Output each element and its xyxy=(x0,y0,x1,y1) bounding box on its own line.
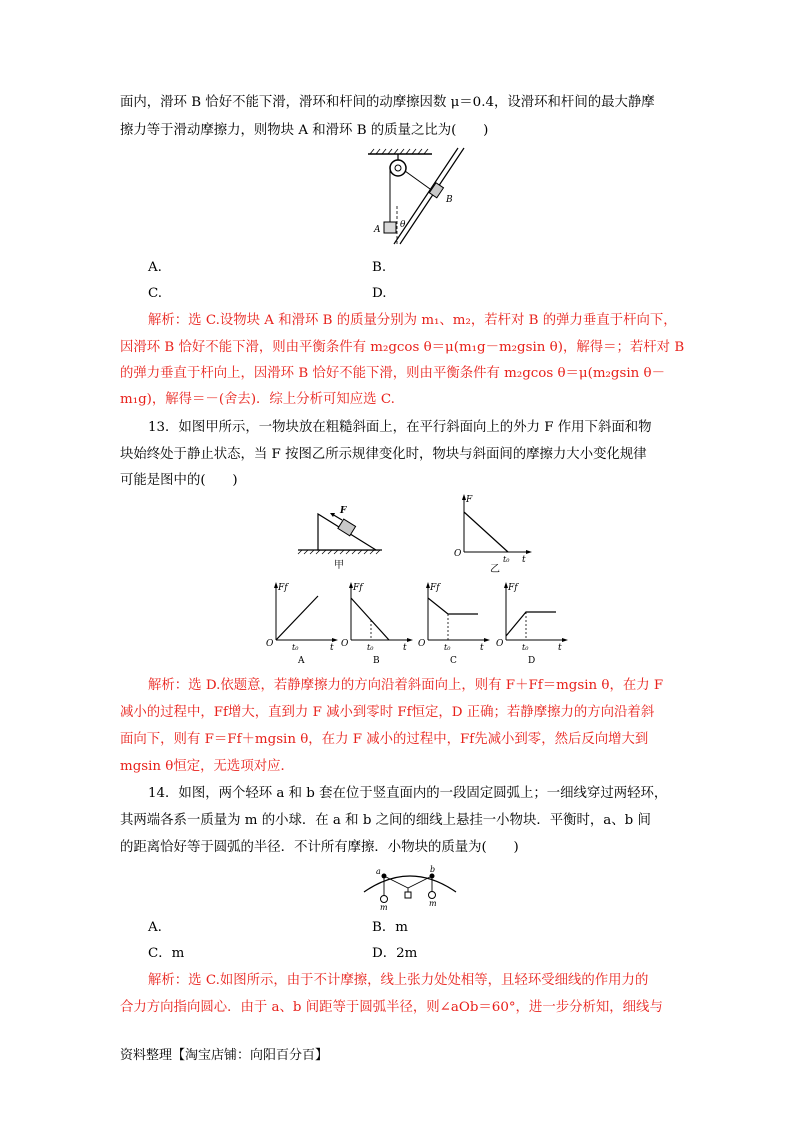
q14-label-b: b xyxy=(430,865,436,874)
q13-jia-caption: 甲 xyxy=(334,560,344,571)
q13-graph-a-caption: A xyxy=(298,656,305,666)
q13-analysis-2: 减小的过程中，Ff增大，直到力 F 减小到零时 Ff恒定，D 正确；若静摩擦力的方向沿着斜 xyxy=(120,705,655,720)
q12-label-A: A xyxy=(374,225,381,235)
q12-line-1: 面内，滑环 B 恰好不能下滑，滑环和杆间的动摩擦因数 μ＝0.4，设滑环和杆间的最大静摩 xyxy=(120,95,655,110)
q13-graph-a-origin: O xyxy=(266,639,274,649)
q12-label-theta: θ xyxy=(400,220,406,230)
q13-incline-figure-jia xyxy=(296,500,386,572)
q13-graph-d-t0: t₀ xyxy=(522,643,529,652)
q14-analysis-1: 解析：选 C.如图所示，由于不计摩擦，线上张力处处相等，且轻环受细线的作用力的 xyxy=(148,973,649,988)
q14-option-c: C．m xyxy=(148,946,185,961)
q13-graph-a xyxy=(262,578,344,666)
q14-option-d: D．2m xyxy=(372,946,418,961)
q12-option-c: C. xyxy=(148,286,163,301)
q14-analysis-2: 合力方向指向圆心．由于 a、b 间距等于圆弧半径，则∠aOb＝60°，进一步分析知，细线与 xyxy=(120,1000,663,1015)
q13-graph-c-origin: O xyxy=(418,639,426,649)
q13-graph-b-origin: O xyxy=(341,639,349,649)
q13-graph-b-t: t xyxy=(403,643,407,653)
q13-graph-d-ylabel: Ff xyxy=(508,583,518,593)
q12-analysis-3: 的弹力垂直于杆向上，因滑环 B 恰好不能下滑，则由平衡条件有 m₂gcos θ＝μ(m₂gsin θ－ xyxy=(120,366,665,381)
q12-analysis-4: m₁g)，解得＝－(舍去)．综上分析可知应选 C. xyxy=(120,392,395,407)
q14-line-2: 其两端各系一质量为 m 的小球．在 a 和 b 之间的细线上悬挂一小物块．平衡时，a、b 间 xyxy=(120,813,651,828)
q13-graph-a-ylabel: Ff xyxy=(278,583,288,593)
q14-label-a: a xyxy=(376,867,381,876)
q12-line-2: 擦力等于滑动摩擦力，则物块 A 和滑环 B 的质量之比为( ) xyxy=(120,123,489,138)
q14-option-b: B．m xyxy=(372,920,408,935)
q13-graph-a-t0: t₀ xyxy=(292,643,299,652)
q13-graph-b-ylabel: Ff xyxy=(353,583,363,593)
q14-line-3: 的距离恰好等于圆弧的半径．不计所有摩擦．小物块的质量为( ) xyxy=(120,840,519,855)
q13-graph-c-ylabel: Ff xyxy=(430,583,440,593)
q13-graph-b-t0: t₀ xyxy=(367,643,374,652)
q13-graph-c xyxy=(414,578,496,666)
q13-yi-origin: O xyxy=(454,549,462,559)
q13-graph-b xyxy=(337,578,419,666)
q13-graph-c-t0: t₀ xyxy=(444,643,451,652)
q13-graph-a-t: t xyxy=(330,643,334,653)
q12-pulley-figure xyxy=(360,148,470,248)
q13-graph-d xyxy=(492,578,574,666)
q13-graph-d-origin: O xyxy=(496,639,504,649)
q13-line-2: 块始终处于静止状态，当 F 按图乙所示规律变化时，物块与斜面间的摩擦力大小变化规律 xyxy=(120,447,647,462)
q13-force-graph-yi xyxy=(452,492,542,575)
q13-yi-t0: t₀ xyxy=(503,555,510,564)
q13-graph-d-t: t xyxy=(558,643,562,653)
q14-label-m-right: m xyxy=(429,899,437,908)
q13-line-1: 13．如图甲所示，一物块放在粗糙斜面上，在平行斜面向上的外力 F 作用下斜面和物 xyxy=(148,420,652,435)
q13-jia-force-label: F xyxy=(340,506,347,516)
q13-graph-d-caption: D xyxy=(528,656,536,666)
q13-graph-c-caption: C xyxy=(450,656,457,666)
q13-yi-ylabel: F xyxy=(466,495,473,505)
q12-analysis-1: 解析：选 C.设物块 A 和滑环 B 的质量分别为 m₁、m₂，若杆对 B 的弹力垂直于杆向下， xyxy=(148,313,677,328)
q12-analysis-2: 因滑环 B 恰好不能下滑，则由平衡条件有 m₂gcos θ＝μ(m₁g－m₂gsin θ)，解得＝；若杆对 B xyxy=(120,340,685,355)
page-footer: 资料整理【淘宝店铺：向阳百分百】 xyxy=(120,1048,329,1063)
q12-option-d: D. xyxy=(372,286,387,301)
q12-option-a: A. xyxy=(148,260,162,275)
q13-line-3: 可能是图中的( ) xyxy=(120,473,238,488)
q13-graph-c-t: t xyxy=(480,643,484,653)
q12-option-b: B. xyxy=(372,260,387,275)
q13-graph-b-caption: B xyxy=(373,656,380,666)
q14-line-1: 14．如图，两个轻环 a 和 b 套在位于竖直面内的一段固定圆弧上；一细线穿过两轻环， xyxy=(148,786,668,801)
q14-arc-figure xyxy=(362,862,458,912)
q13-yi-t: t xyxy=(522,555,526,565)
q13-analysis-4: mgsin θ恒定，无选项对应． xyxy=(120,759,294,774)
q13-analysis-3: 面向下，则有 F＝Ff＋mgsin θ，在力 F 减小的过程中，Ff先减小到零，然后反向增大到 xyxy=(120,732,649,747)
q12-label-B: B xyxy=(446,195,453,205)
q13-analysis-1: 解析：选 D.依题意，若静摩擦力的方向沿着斜面向上，则有 F＋Ff＝mgsin θ，在力 F xyxy=(148,678,664,693)
q14-label-m-left: m xyxy=(380,903,388,912)
q14-option-a: A. xyxy=(148,920,162,935)
q13-yi-caption: 乙 xyxy=(490,564,500,575)
